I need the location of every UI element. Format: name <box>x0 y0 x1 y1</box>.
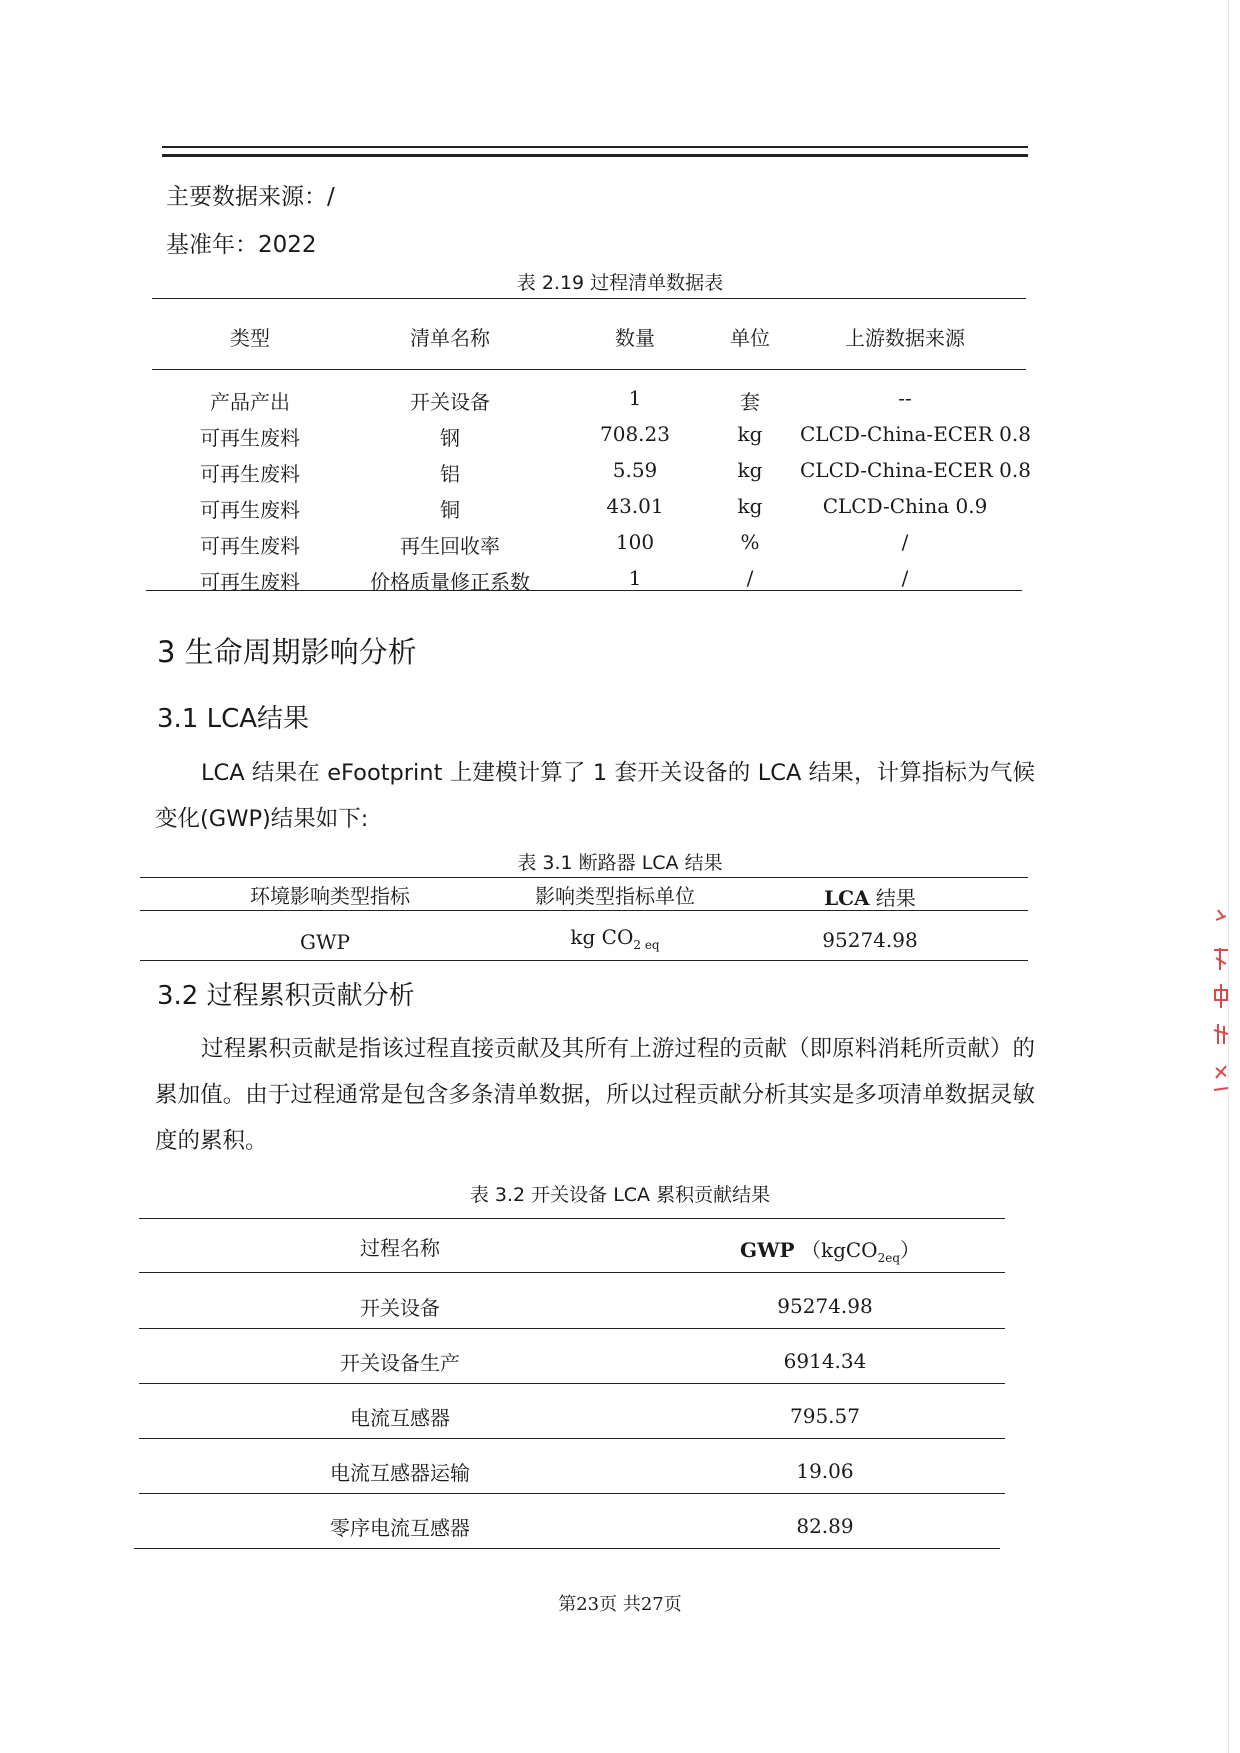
table-cell-process: 零序电流互感器 <box>330 1516 470 1540</box>
table-cell: 铜 <box>440 498 460 522</box>
table-row-rule <box>139 1383 1005 1384</box>
table-3-1-bottom-rule <box>140 960 1028 961</box>
unit-subscript: 2 eq <box>633 938 660 952</box>
table-cell: 套 <box>740 390 760 414</box>
gwp-unit-subscript: 2eq <box>877 1251 900 1265</box>
table-cell: / <box>901 566 909 590</box>
table-3-1-caption: 表 3.1 断路器 LCA 结果 <box>517 852 723 874</box>
table-cell-gwp: 795.57 <box>790 1404 860 1428</box>
table-header-cell-gwp <box>700 1234 960 1265</box>
result-label: 结果 <box>875 886 916 910</box>
table-cell: 可再生废料 <box>200 426 300 450</box>
page-footer: 第23页 共27页 <box>558 1594 682 1615</box>
table-cell-gwp: 6914.34 <box>783 1349 867 1373</box>
data-source-line: 主要数据来源：/ <box>166 184 335 210</box>
table-cell: kg <box>737 458 763 482</box>
table-header-cell: 清单名称 <box>410 326 490 350</box>
table-row-rule <box>134 1548 1000 1549</box>
table-cell: 钢 <box>440 426 460 450</box>
unit-main: kg CO <box>570 925 634 949</box>
table-header-cell: 上游数据来源 <box>845 326 965 350</box>
table-3-2-header-rule <box>139 1272 1005 1273</box>
table-cell: 再生回收率 <box>400 534 500 558</box>
section-3-1-heading: 3.1 LCA结果 <box>157 704 310 734</box>
table-2-19-top-rule <box>152 298 1026 299</box>
table-cell: 可再生废料 <box>200 534 300 558</box>
table-cell: kg <box>737 422 763 446</box>
section-3-2-paragraph: 过程累积贡献是指该过程直接贡献及其所有上游过程的贡献（即原料消耗所贡献）的累加值。由于过程通常是包含多条清单数据，所以过程贡献分析其实是多项清单数据灵敏度的累积。 <box>155 1036 1035 1154</box>
red-seal-fragment <box>1206 900 1236 1110</box>
table-cell: -- <box>898 386 912 410</box>
table-cell: CLCD-China-ECER 0.8 <box>800 422 1031 446</box>
table-cell-process: 开关设备 <box>360 1296 440 1320</box>
table-cell: 100 <box>615 530 655 554</box>
table-row-rule <box>139 1493 1005 1494</box>
table-3-1-header-rule <box>140 910 1028 911</box>
lca-bold-label: LCA <box>824 886 870 910</box>
table-cell-unit <box>520 925 710 952</box>
table-cell: 产品产出 <box>210 390 290 414</box>
table-cell: 价格质量修正系数 <box>370 570 530 594</box>
section-3-heading: 3 生命周期影响分析 <box>157 635 417 669</box>
table-cell: 1 <box>628 566 642 590</box>
table-cell-gwp: 19.06 <box>796 1459 854 1483</box>
table-cell-result: 95274.98 <box>822 928 918 952</box>
table-cell-gwp: 95274.98 <box>777 1294 873 1318</box>
table-cell: / <box>901 530 909 554</box>
table-cell: 5.59 <box>612 458 658 482</box>
table-3-2-caption: 表 3.2 开关设备 LCA 累积贡献结果 <box>469 1184 771 1206</box>
table-cell: / <box>746 566 754 590</box>
table-row-rule <box>139 1328 1005 1329</box>
table-cell: 1 <box>628 386 642 410</box>
gwp-bold-label: GWP <box>740 1238 795 1262</box>
table-3-1-top-rule <box>140 877 1028 878</box>
table-cell: 铝 <box>440 462 460 486</box>
table-cell: % <box>740 530 760 554</box>
table-cell: 708.23 <box>600 422 670 446</box>
table-cell: 可再生废料 <box>200 462 300 486</box>
table-cell: 可再生废料 <box>200 570 300 594</box>
table-header-cell: 数量 <box>615 326 655 350</box>
page-edge-line <box>1228 0 1229 1753</box>
table-2-19-caption: 表 2.19 过程清单数据表 <box>516 272 724 294</box>
table-cell: CLCD-China 0.9 <box>822 494 988 518</box>
table-3-2-top-rule <box>139 1218 1005 1219</box>
table-cell: 43.01 <box>606 494 664 518</box>
table-header-cell: 单位 <box>730 326 770 350</box>
section-3-2-heading: 3.2 过程累积贡献分析 <box>157 981 415 1011</box>
table-cell-process: 电流互感器 <box>350 1406 450 1430</box>
gwp-unit: （kgCO <box>800 1238 878 1262</box>
header-rule <box>162 146 1028 157</box>
table-cell: CLCD-China-ECER 0.8 <box>800 458 1031 482</box>
table-2-19-header-rule <box>152 369 1026 370</box>
table-header-cell: 类型 <box>230 326 270 350</box>
table-cell-process: 开关设备生产 <box>340 1351 460 1375</box>
gwp-unit-close: ） <box>900 1238 920 1262</box>
table-row-rule <box>139 1438 1005 1439</box>
table-cell: kg <box>737 494 763 518</box>
table-header-cell: 环境影响类型指标 <box>250 884 410 908</box>
table-cell-process: 电流互感器运输 <box>330 1461 470 1485</box>
table-cell: 开关设备 <box>410 390 490 414</box>
table-cell-gwp: 82.89 <box>796 1514 854 1538</box>
section-3-1-paragraph: LCA 结果在 eFootprint 上建模计算了 1 套开关设备的 LCA 结果，计算指标为气候变化(GWP)结果如下: <box>155 760 1035 832</box>
table-header-cell: 影响类型指标单位 <box>535 884 695 908</box>
table-cell-indicator: GWP <box>300 930 350 954</box>
table-header-cell: 过程名称 <box>360 1236 440 1260</box>
table-header-cell-lca-result <box>780 882 960 911</box>
table-2-19-bottom-rule <box>146 590 1022 591</box>
table-cell: 可再生废料 <box>200 498 300 522</box>
base-year-line: 基准年：2022 <box>166 232 317 258</box>
